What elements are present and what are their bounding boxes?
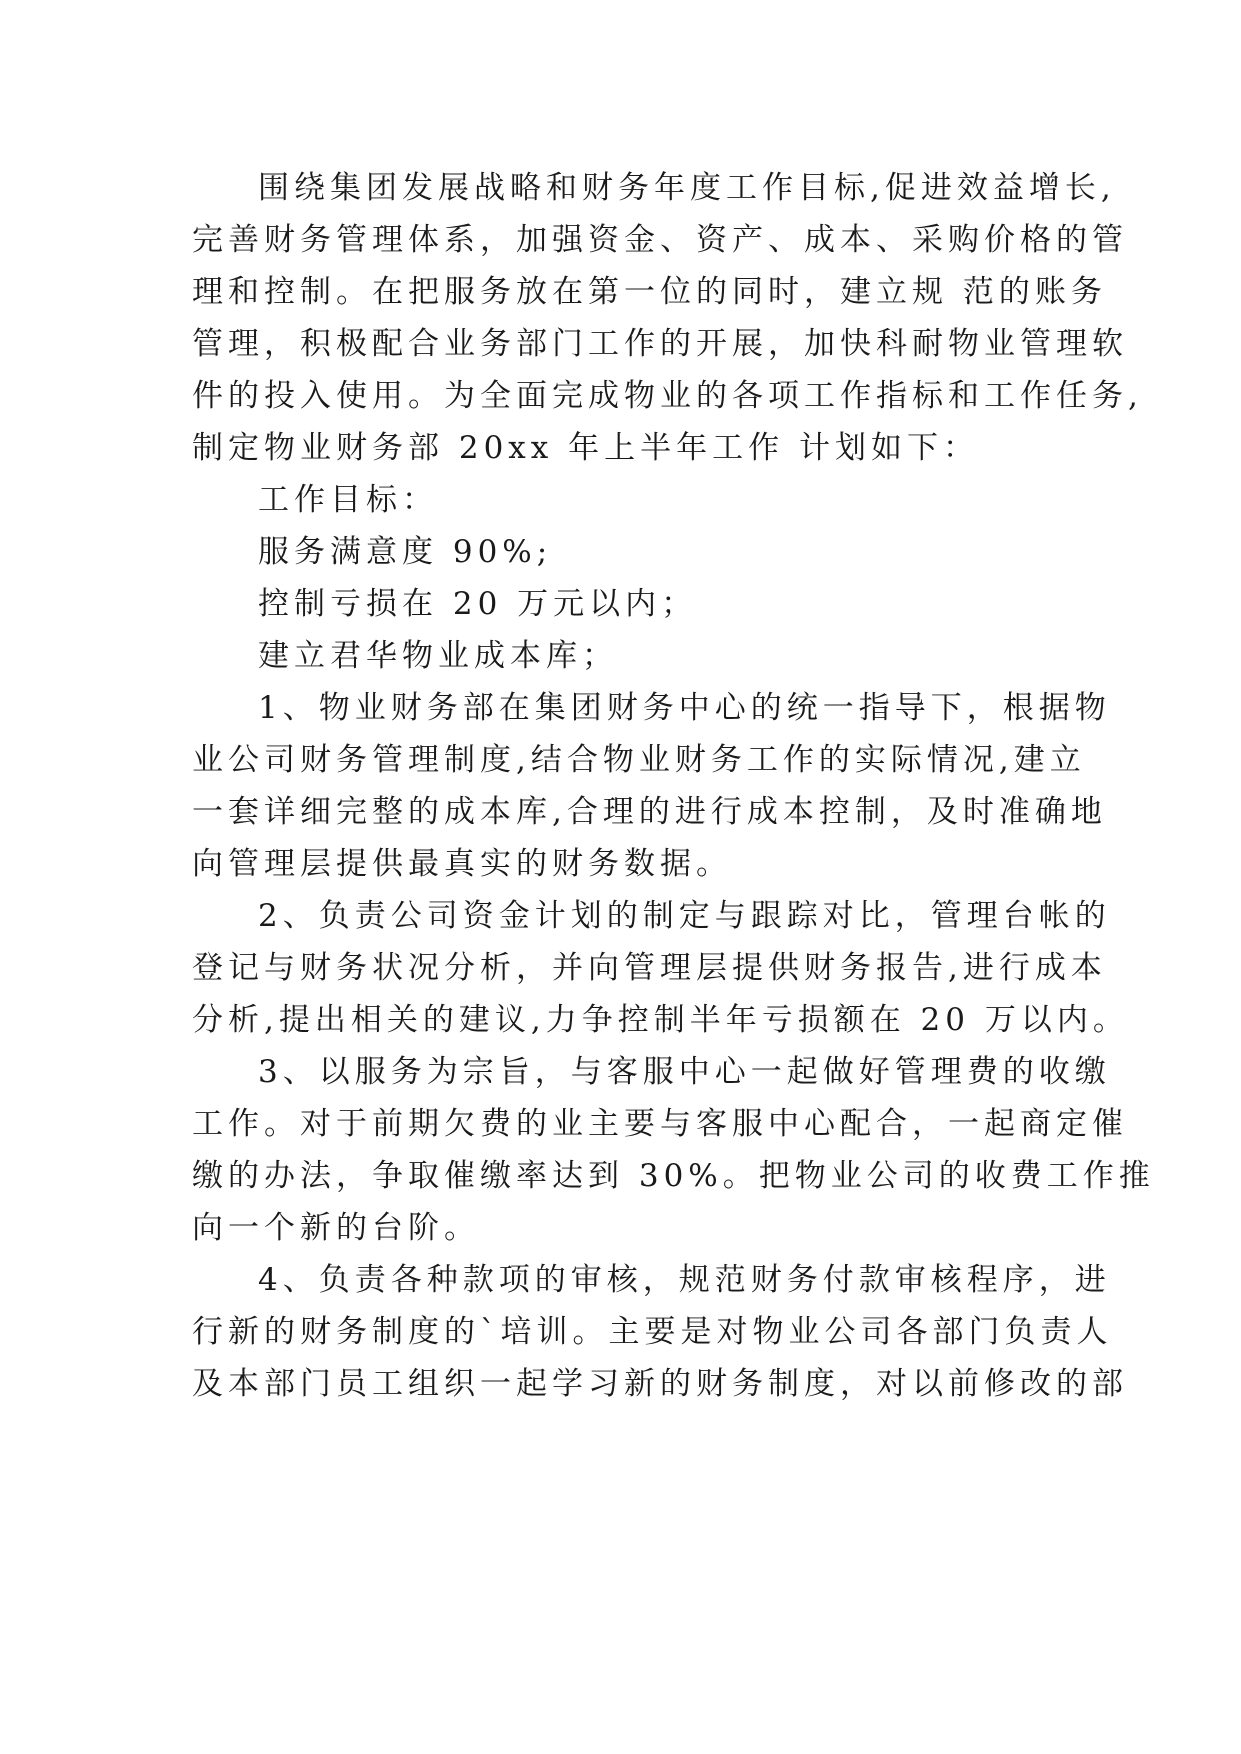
paragraph-line: 一套详细完整的成本库,合理的进行成本控制，及时准确地 [192, 794, 1107, 830]
paragraph-line: 1、物业财务部在集团财务中心的统一指导下，根据物 [258, 690, 1111, 726]
paragraph-line: 完善财务管理体系，加强资金、资产、成本、采购价格的管 [192, 222, 1128, 258]
paragraph-line: 围绕集团发展战略和财务年度工作目标,促进效益增长, [258, 170, 1116, 206]
paragraph-line: 2、负责公司资金计划的制定与跟踪对比，管理台帐的 [258, 898, 1111, 934]
paragraph-line: 业公司财务管理制度,结合物业财务工作的实际情况,建立 [192, 742, 1086, 778]
paragraph-line: 制定物业财务部 20xx 年上半年工作 计划如下： [192, 430, 979, 466]
paragraph-line: 管理，积极配合业务部门工作的开展，加快科耐物业管理软 [192, 326, 1128, 362]
goal-item: 服务满意度 90%; [258, 534, 553, 570]
goal-item: 控制亏损在 20 万元以内； [258, 586, 698, 622]
paragraph-line: 3、以服务为宗旨，与客服中心一起做好管理费的收缴 [258, 1054, 1111, 1090]
paragraph-line: 4、负责各种款项的审核，规范财务付款审核程序，进 [258, 1262, 1111, 1298]
goal-heading: 工作目标： [258, 482, 438, 518]
goal-item: 建立君华物业成本库； [258, 638, 618, 674]
paragraph-line: 工作。对于前期欠费的业主要与客服中心配合，一起商定催 [192, 1106, 1128, 1142]
paragraph-line: 向管理层提供最真实的财务数据。 [192, 846, 732, 882]
paragraph-line: 缴的办法，争取催缴率达到 30%。把物业公司的收费工作推 [192, 1158, 1155, 1194]
paragraph-line: 分析,提出相关的建议,力争控制半年亏损额在 20 万以内。 [192, 1002, 1129, 1038]
paragraph-line: 行新的财务制度的`培训。主要是对物业公司各部门负责人 [192, 1314, 1113, 1350]
paragraph-line: 登记与财务状况分析，并向管理层提供财务报告,进行成本 [192, 950, 1107, 986]
paragraph-line: 件的投入使用。为全面完成物业的各项工作指标和工作任务, [192, 378, 1143, 414]
paragraph-line: 理和控制。在把服务放在第一位的同时，建立规 范的账务 [192, 274, 1107, 310]
paragraph-line: 向一个新的台阶。 [192, 1210, 480, 1246]
paragraph-line: 及本部门员工组织一起学习新的财务制度，对以前修改的部 [192, 1366, 1128, 1402]
